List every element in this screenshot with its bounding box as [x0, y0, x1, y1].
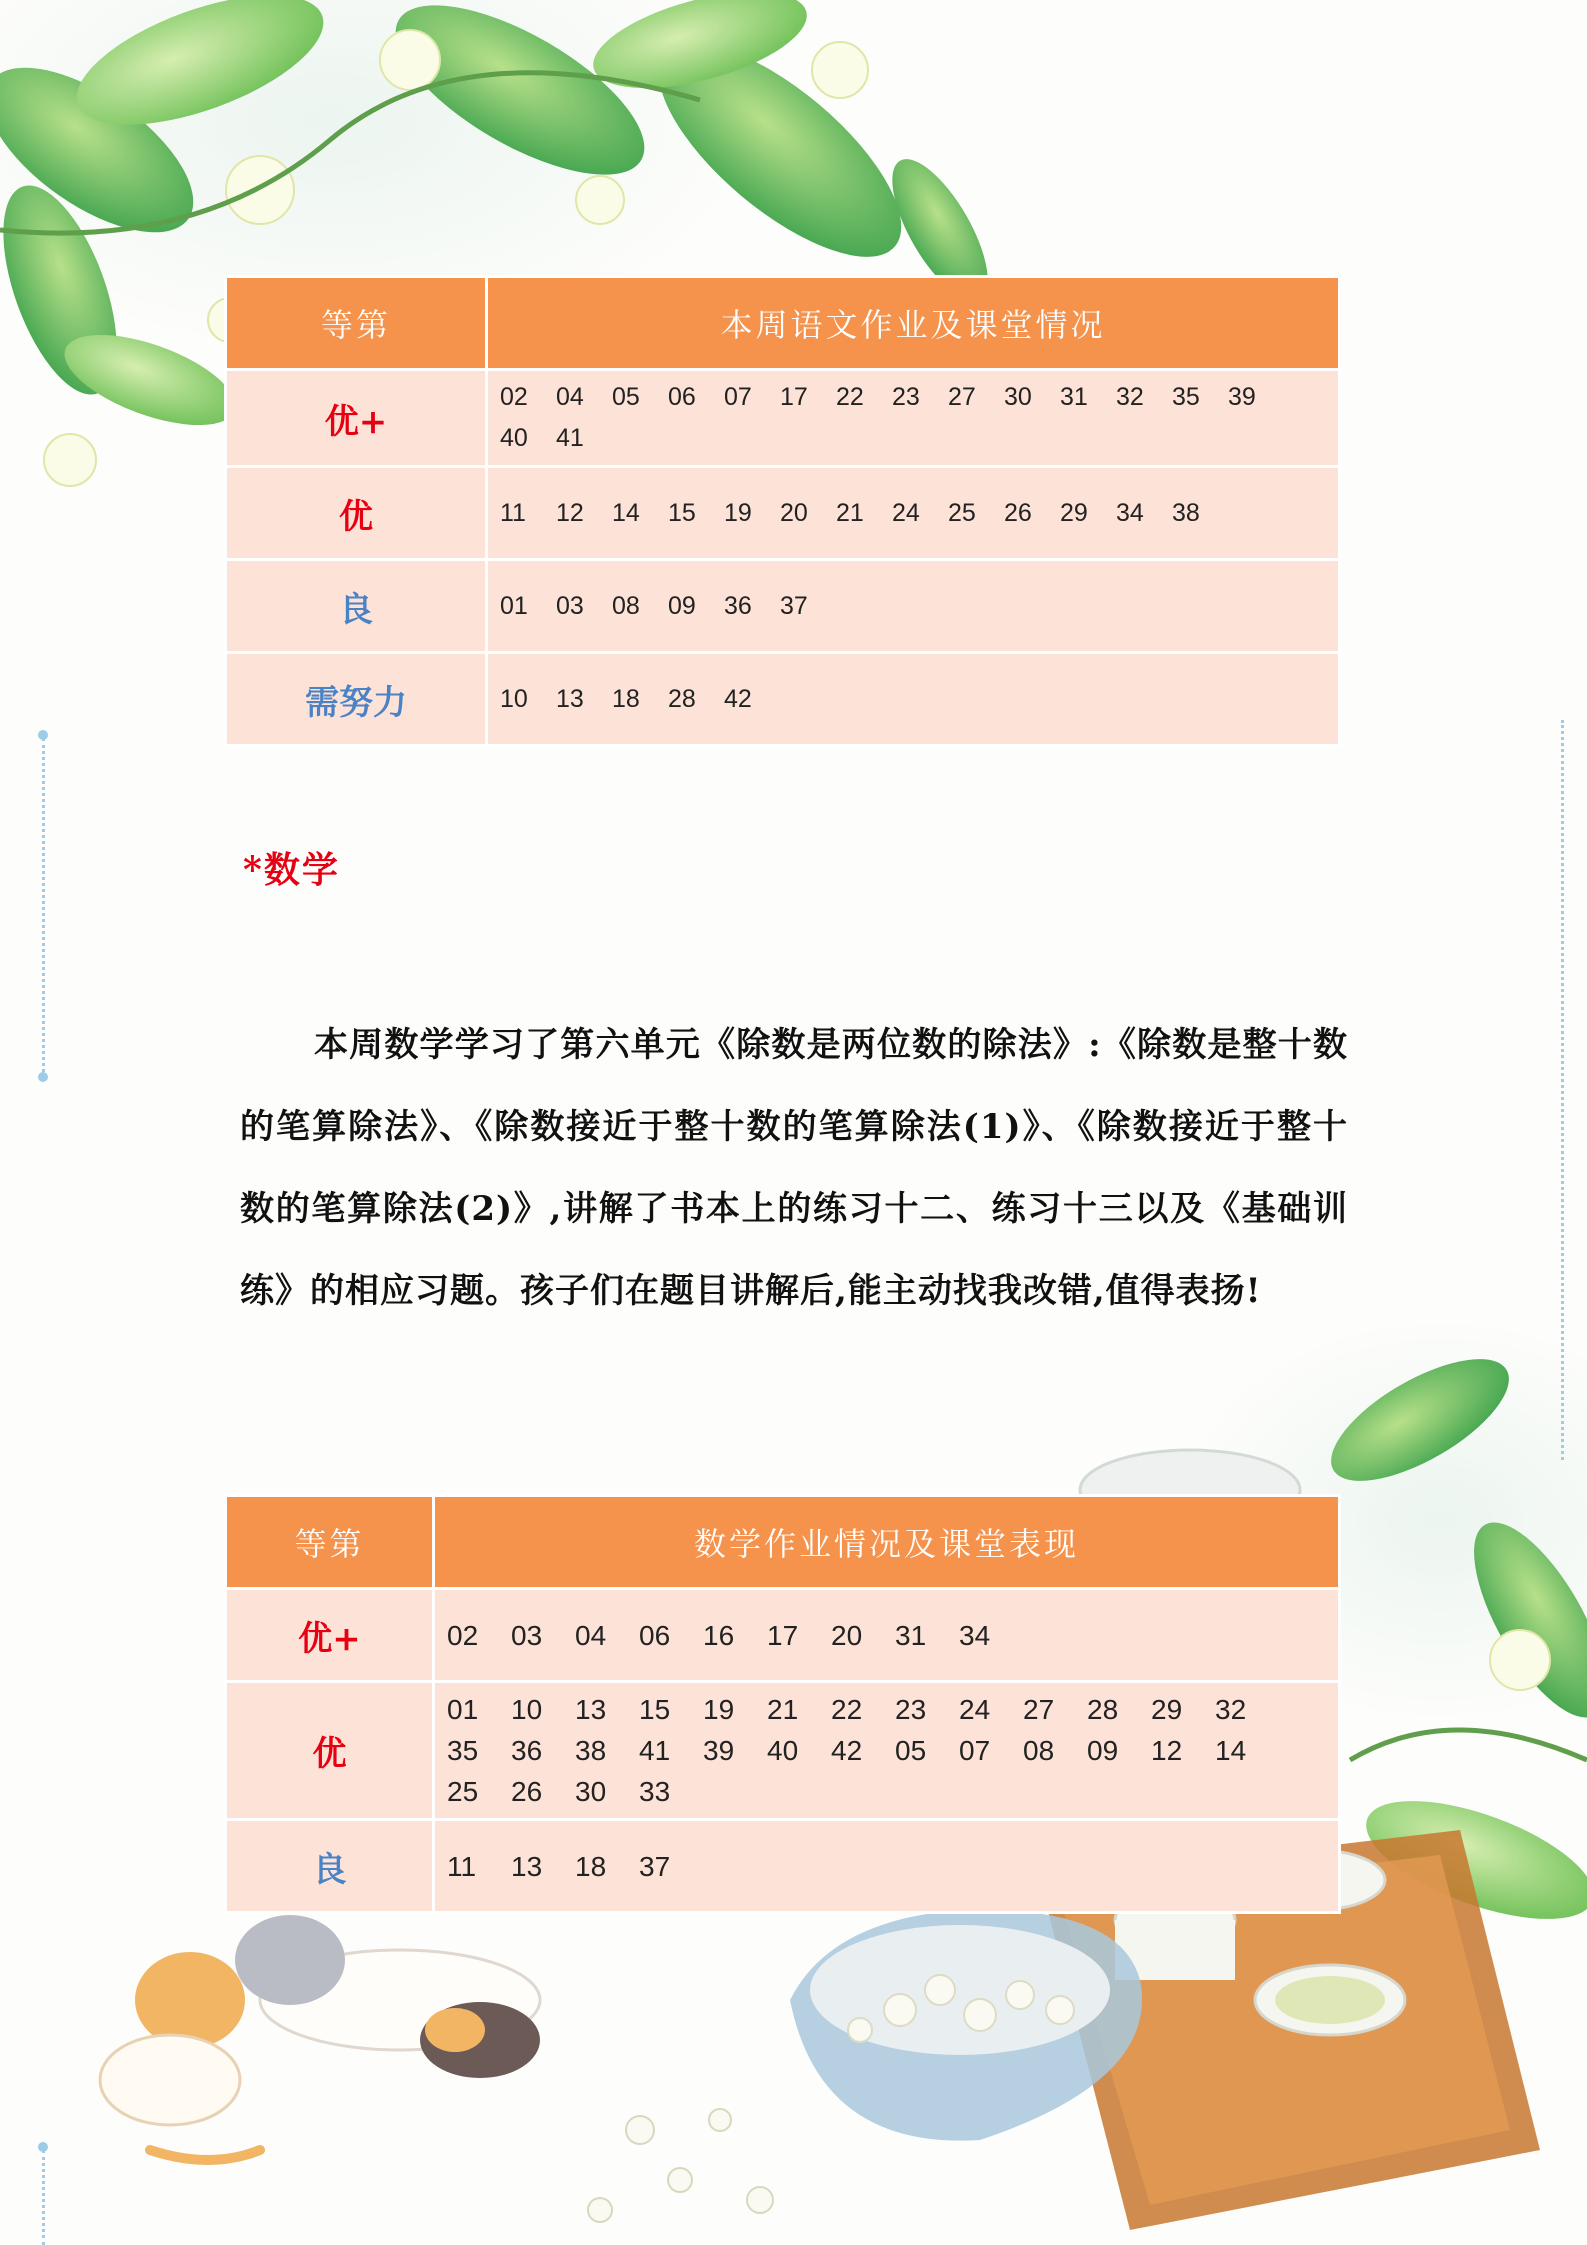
table-header-row: [226, 277, 1340, 370]
student-number: 02: [500, 383, 528, 411]
student-number: 21: [767, 1694, 799, 1725]
student-numbers-cell: [487, 467, 1340, 560]
student-number: 39: [1228, 383, 1256, 411]
student-number: 40: [500, 424, 528, 452]
student-number: 02: [447, 1619, 479, 1651]
student-numbers-cell: [487, 560, 1340, 653]
student-number: 33: [639, 1776, 671, 1807]
grade-label: 优+: [226, 1589, 434, 1682]
student-number: 06: [668, 383, 696, 411]
student-number: 21: [836, 498, 864, 527]
student-number: 20: [780, 498, 808, 527]
student-number: 28: [668, 684, 696, 713]
student-number: 41: [556, 424, 584, 452]
student-number: 41: [639, 1735, 671, 1766]
student-numbers-cell: [487, 370, 1340, 467]
table-row: [226, 1589, 1340, 1682]
dotted-divider-left-bottom: [42, 2150, 45, 2245]
student-number: 04: [556, 383, 584, 411]
student-number: 06: [639, 1619, 671, 1651]
student-number: 19: [724, 498, 752, 527]
table-header-row: [226, 1496, 1340, 1589]
student-number: 07: [724, 383, 752, 411]
student-number: 29: [1060, 498, 1088, 527]
table-row: [226, 653, 1340, 746]
student-number: 03: [556, 591, 584, 620]
student-number: 40: [767, 1735, 799, 1766]
student-number: 29: [1151, 1694, 1183, 1725]
student-number: 30: [1004, 383, 1032, 411]
student-number: 35: [447, 1735, 479, 1766]
student-number: 36: [511, 1735, 543, 1766]
student-number: 30: [575, 1776, 607, 1807]
grade-label: 良: [226, 560, 487, 653]
student-number: 27: [1023, 1694, 1055, 1725]
student-number: 08: [1023, 1735, 1055, 1766]
student-number: 31: [1060, 383, 1088, 411]
student-number: 22: [831, 1694, 863, 1725]
table-row: [226, 370, 1340, 467]
student-number: 36: [724, 591, 752, 620]
math-section-title: *数学: [243, 849, 340, 891]
student-number: 04: [575, 1619, 607, 1651]
student-number: 28: [1087, 1694, 1119, 1725]
student-numbers-cell: [487, 653, 1340, 746]
student-number: 35: [1172, 383, 1200, 411]
table-row: [226, 467, 1340, 560]
student-number: 32: [1116, 383, 1144, 411]
student-number: 13: [556, 684, 584, 713]
student-number: 14: [1215, 1735, 1247, 1766]
math-table-title: 数学作业情况及课堂表现: [434, 1496, 1340, 1589]
student-number: 12: [1151, 1735, 1183, 1766]
student-number: 26: [1004, 498, 1032, 527]
student-number: 09: [668, 591, 696, 620]
student-number: 17: [780, 383, 808, 411]
grade-label: 良: [226, 1820, 434, 1913]
student-number: 23: [892, 383, 920, 411]
student-number: 10: [511, 1694, 543, 1725]
student-number: 07: [959, 1735, 991, 1766]
student-number: 16: [703, 1619, 735, 1651]
student-number: 38: [1172, 498, 1200, 527]
student-number: 05: [895, 1735, 927, 1766]
math-grade-table: [224, 1494, 1341, 1914]
student-number: 37: [639, 1850, 671, 1882]
student-number: 34: [1116, 498, 1144, 527]
math-summary-paragraph: 本周数学学习了第六单元《除数是两位数的除法》:《除数是整十数的笔算除法》、《除数接近于整十数的笔算除法(1)》、《除数接近于整十数的笔算除法(2)》,讲解了书本上的练习十二、练习十三以及《基础训练》的相应习题。孩子们在题目讲解后,能主动找我改错,值得表扬!: [240, 1025, 1348, 1311]
student-number: 11: [447, 1850, 477, 1882]
student-number: 08: [612, 591, 640, 620]
student-number: 15: [639, 1694, 671, 1725]
student-number: 42: [831, 1735, 863, 1766]
student-number: 20: [831, 1619, 863, 1651]
student-number: 18: [612, 684, 640, 713]
chinese-grade-table: [224, 275, 1341, 747]
dotted-divider-right: [1561, 720, 1564, 1460]
student-numbers-cell: [434, 1820, 1340, 1913]
student-number: 11: [500, 498, 526, 527]
student-numbers-cell: [434, 1682, 1340, 1820]
student-number: 13: [511, 1850, 543, 1882]
student-number: 22: [836, 383, 864, 411]
student-number: 12: [556, 498, 584, 527]
student-number: 24: [959, 1694, 991, 1725]
grade-label: 优: [226, 467, 487, 560]
student-number: 38: [575, 1735, 607, 1766]
student-number: 26: [511, 1776, 543, 1807]
student-number: 09: [1087, 1735, 1119, 1766]
student-number: 23: [895, 1694, 927, 1725]
table-row: [226, 1820, 1340, 1913]
student-number: 17: [767, 1619, 799, 1651]
student-number: 39: [703, 1735, 735, 1766]
student-number: 05: [612, 383, 640, 411]
student-number: 18: [575, 1850, 607, 1882]
grade-column-header: 等第: [226, 1496, 434, 1589]
chinese-table-title: 本周语文作业及课堂情况: [487, 277, 1340, 370]
dot-marker: [38, 1072, 48, 1082]
grade-label: 优+: [226, 370, 487, 467]
student-number: 19: [703, 1694, 735, 1725]
grade-label: 需努力: [226, 653, 487, 746]
student-number: 25: [948, 498, 976, 527]
student-number: 01: [447, 1694, 479, 1725]
table-row: [226, 560, 1340, 653]
grade-label: 优: [226, 1682, 434, 1820]
dotted-divider-left-top: [42, 738, 45, 1078]
student-number: 34: [959, 1619, 991, 1651]
student-numbers-cell: [434, 1589, 1340, 1682]
student-number: 10: [500, 684, 528, 713]
student-number: 32: [1215, 1694, 1247, 1725]
student-number: 24: [892, 498, 920, 527]
student-number: 01: [500, 591, 528, 620]
dot-marker: [38, 2142, 48, 2152]
student-number: 03: [511, 1619, 543, 1651]
student-number: 37: [780, 591, 808, 620]
student-number: 15: [668, 498, 696, 527]
dot-marker: [38, 730, 48, 740]
student-number: 13: [575, 1694, 607, 1725]
student-number: 31: [895, 1619, 927, 1651]
table-row: [226, 1682, 1340, 1820]
student-number: 25: [447, 1776, 479, 1807]
student-number: 27: [948, 383, 976, 411]
student-number: 14: [612, 498, 640, 527]
student-number: 42: [724, 684, 752, 713]
grade-column-header: 等第: [226, 277, 487, 370]
